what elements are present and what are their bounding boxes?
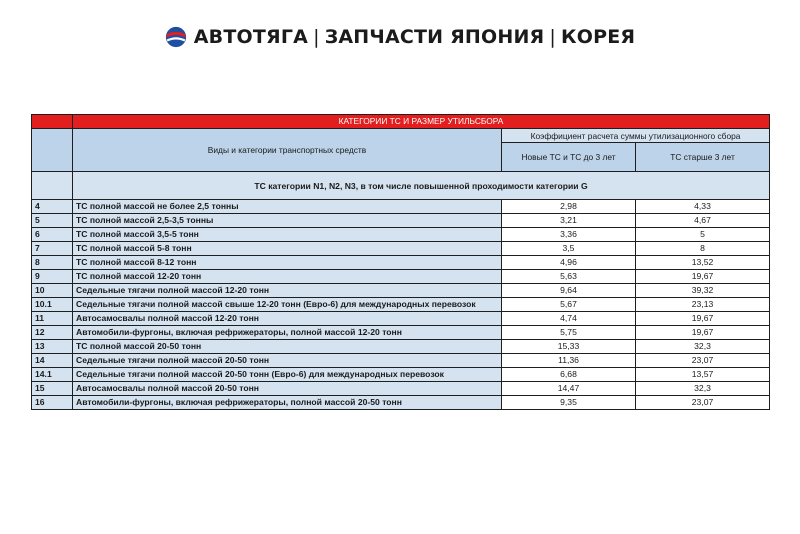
column-header-types: Виды и категории транспортных средств <box>73 129 502 172</box>
row-coef-old: 19,67 <box>636 312 770 326</box>
row-coef-old: 8 <box>636 242 770 256</box>
table-row <box>32 298 770 312</box>
row-coef-new: 5,75 <box>502 326 636 340</box>
table-row <box>32 214 770 228</box>
table-row <box>32 368 770 382</box>
brand-name: АВТОТЯГА <box>193 26 309 48</box>
row-coef-new: 9,64 <box>502 284 636 298</box>
brand-globe-icon <box>165 26 187 48</box>
row-number: 14 <box>32 354 73 368</box>
row-coef-old: 4,67 <box>636 214 770 228</box>
row-number: 11 <box>32 312 73 326</box>
row-coef-new: 9,35 <box>502 396 636 410</box>
table-row <box>32 326 770 340</box>
row-number: 7 <box>32 242 73 256</box>
row-vehicle-type: ТС полной массой 3,5-5 тонн <box>73 228 502 242</box>
row-number: 14.1 <box>32 368 73 382</box>
row-coef-old: 19,67 <box>636 270 770 284</box>
row-coef-new: 15,33 <box>502 340 636 354</box>
row-coef-new: 3,21 <box>502 214 636 228</box>
row-coef-old: 13,52 <box>636 256 770 270</box>
table-row <box>32 312 770 326</box>
row-coef-new: 5,63 <box>502 270 636 284</box>
table-row <box>32 340 770 354</box>
table-row <box>32 396 770 410</box>
row-number: 12 <box>32 326 73 340</box>
row-vehicle-type: Седельные тягачи полной массой 20-50 тонн (Евро-6) для международных перевозок <box>73 368 502 382</box>
header-corner-cell <box>32 115 73 129</box>
row-vehicle-type: ТС полной массой 2,5-3,5 тонны <box>73 214 502 228</box>
utilization-fee-table <box>31 114 770 410</box>
row-coef-new: 4,74 <box>502 312 636 326</box>
table-row <box>32 242 770 256</box>
table-title: КАТЕГОРИИ ТС И РАЗМЕР УТИЛЬСБОРА <box>73 115 770 129</box>
row-coef-new: 3,5 <box>502 242 636 256</box>
row-coef-old: 39,32 <box>636 284 770 298</box>
row-coef-old: 32,3 <box>636 382 770 396</box>
row-coef-new: 6,68 <box>502 368 636 382</box>
header-num-cell <box>32 129 73 172</box>
row-coef-old: 32,3 <box>636 340 770 354</box>
brand-title <box>194 26 635 48</box>
row-coef-old: 23,13 <box>636 298 770 312</box>
row-number: 4 <box>32 200 73 214</box>
group-title: ТС категории N1, N2, N3, в том числе повышенной проходимости категории G <box>73 172 770 200</box>
column-header-old: ТС старше 3 лет <box>636 143 770 172</box>
table-row <box>32 354 770 368</box>
row-number: 10 <box>32 284 73 298</box>
row-vehicle-type: Автомобили-фургоны, включая рефрижераторы, полной массой 12-20 тонн <box>73 326 502 340</box>
row-coef-new: 3,36 <box>502 228 636 242</box>
row-vehicle-type: Седельные тягачи полной массой 12-20 тонн <box>73 284 502 298</box>
row-number: 16 <box>32 396 73 410</box>
row-coef-old: 23,07 <box>636 396 770 410</box>
row-number: 6 <box>32 228 73 242</box>
row-vehicle-type: ТС полной массой 5-8 тонн <box>73 242 502 256</box>
row-vehicle-type: Автосамосвалы полной массой 12-20 тонн <box>73 312 502 326</box>
row-coef-new: 11,36 <box>502 354 636 368</box>
row-coef-new: 4,96 <box>502 256 636 270</box>
row-vehicle-type: ТС полной массой 20-50 тонн <box>73 340 502 354</box>
table-row <box>32 200 770 214</box>
row-vehicle-type: Седельные тягачи полной массой свыше 12-20 тонн (Евро-6) для международных перевозок <box>73 298 502 312</box>
row-coef-old: 5 <box>636 228 770 242</box>
column-header-coefficient: Коэффициент расчета суммы утилизационного сбора <box>502 129 770 143</box>
row-coef-old: 4,33 <box>636 200 770 214</box>
row-number: 15 <box>32 382 73 396</box>
row-vehicle-type: ТС полной массой 8-12 тонн <box>73 256 502 270</box>
column-header-new: Новые ТС и ТС до 3 лет <box>502 143 636 172</box>
brand-header <box>0 22 800 52</box>
brand-separator: | <box>549 26 556 48</box>
row-vehicle-type: ТС полной массой 12-20 тонн <box>73 270 502 284</box>
row-coef-new: 14,47 <box>502 382 636 396</box>
table-row <box>32 228 770 242</box>
row-coef-old: 19,67 <box>636 326 770 340</box>
row-coef-new: 2,98 <box>502 200 636 214</box>
row-coef-old: 23,07 <box>636 354 770 368</box>
row-number: 9 <box>32 270 73 284</box>
group-num-cell <box>32 172 73 200</box>
table-row <box>32 270 770 284</box>
row-number: 5 <box>32 214 73 228</box>
row-number: 8 <box>32 256 73 270</box>
table-row <box>32 382 770 396</box>
row-vehicle-type: Седельные тягачи полной массой 20-50 тонн <box>73 354 502 368</box>
row-vehicle-type: ТС полной массой не более 2,5 тонны <box>73 200 502 214</box>
table-row <box>32 256 770 270</box>
row-coef-old: 13,57 <box>636 368 770 382</box>
brand-part-2: ЗАПЧАСТИ ЯПОНИЯ <box>324 26 545 48</box>
row-number: 13 <box>32 340 73 354</box>
row-vehicle-type: Автомобили-фургоны, включая рефрижераторы, полной массой 20-50 тонн <box>73 396 502 410</box>
brand-separator: | <box>313 26 320 48</box>
brand-part-3: КОРЕЯ <box>561 26 636 48</box>
table-row <box>32 284 770 298</box>
row-number: 10.1 <box>32 298 73 312</box>
row-coef-new: 5,67 <box>502 298 636 312</box>
row-vehicle-type: Автосамосвалы полной массой 20-50 тонн <box>73 382 502 396</box>
